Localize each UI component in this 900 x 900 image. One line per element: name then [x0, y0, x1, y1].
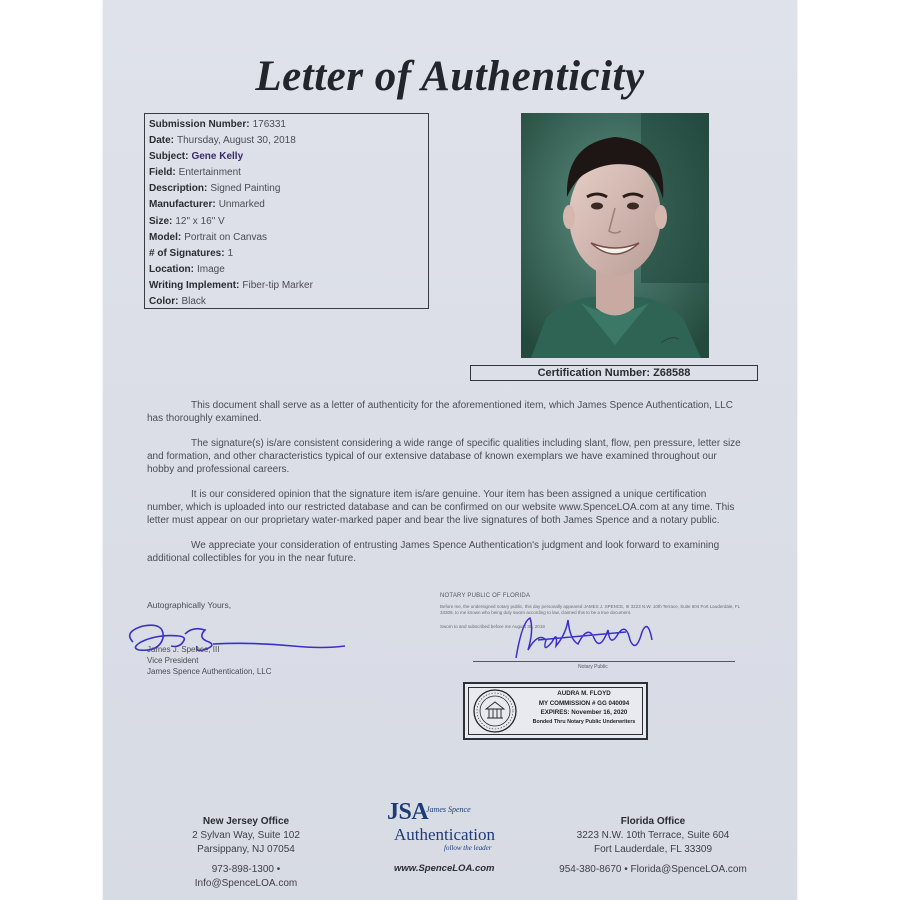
info-row-field	[149, 165, 424, 181]
info-value: Image	[197, 263, 225, 275]
signer-name: James J. Spence, III	[147, 645, 220, 654]
info-value: 176331	[252, 119, 286, 130]
info-key: Subject:	[149, 151, 189, 163]
info-value: Thursday, August 30, 2018	[177, 135, 296, 147]
info-value: Gene Kelly	[191, 151, 244, 163]
stamp-line: AUDRA M. FLOYD	[557, 690, 611, 697]
notary-signature-line	[473, 661, 735, 662]
info-key: Field:	[149, 167, 176, 179]
info-value: Portrait on Canvas	[184, 231, 268, 243]
stamp-line: Bonded Thru Notary Public Underwriters	[532, 718, 636, 725]
logo-tagline: follow the leader	[444, 844, 492, 852]
info-key: # of Signatures:	[149, 247, 225, 259]
logo-word: Authentication	[394, 825, 496, 844]
paragraph: We appreciate your consideration of entrusting James Spence Authentication's judgment and look forward to examining additional collectibles for you in the near future.	[147, 540, 720, 564]
signer-title: Vice President	[147, 656, 199, 665]
closing-text: Autographically Yours,	[147, 600, 232, 610]
stamp-line: MY COMMISSION # GG 040094	[538, 699, 630, 707]
info-row-description	[149, 181, 424, 197]
info-value: 1	[227, 247, 234, 259]
office-address: Fort Lauderdale, FL 33309	[593, 844, 713, 855]
stamp-text	[525, 689, 643, 727]
notary-label: Notary Public	[578, 664, 608, 670]
stamp-line: EXPIRES: November 16, 2020	[540, 709, 628, 717]
notary-seal-icon	[472, 688, 518, 734]
info-value: Black	[181, 296, 206, 308]
office-heading: Florida Office	[620, 816, 686, 827]
new-jersey-office	[163, 815, 329, 891]
item-photo	[521, 113, 709, 358]
office-address: 3223 N.W. 10th Terrace, Suite 604	[576, 830, 730, 841]
info-row-date	[149, 133, 424, 149]
letter-page	[103, 0, 797, 900]
item-details-box	[144, 113, 429, 309]
notary-date-line: Sworn to and subscribed before me August 30, 2018	[440, 624, 545, 629]
info-row-manufacturer	[149, 197, 424, 213]
paragraph: It is our considered opinion that the signature item is/are genuine. Your item has been assigned a unique certification number, which is uploaded into our restricted database and can be confirmed on our website www.SpenceLOA.com at any time. This letter must appear on our proprietary water-marked paper and bear the live signatures of both James Spence and a notary public.	[147, 489, 735, 526]
office-contact: 973-898-1300 • Info@SpenceLOA.com	[194, 864, 298, 889]
notary-heading: NOTARY PUBLIC OF FLORIDA	[440, 593, 531, 599]
signer-block	[147, 644, 272, 677]
info-value: Entertainment	[178, 167, 241, 179]
jsa-logo	[380, 797, 520, 877]
logo-small-text: James Spence	[426, 805, 471, 814]
info-row-signatures	[149, 246, 424, 262]
info-key: Model:	[149, 231, 182, 243]
signer-company: James Spence Authentication, LLC	[147, 667, 272, 676]
info-key: Location:	[149, 263, 194, 275]
notary-statement: Before me, the undersigned notary public, this day personally appeared JAMES J. SPENCE, III 3223 N.W. 10th Terrace, Suite 604 Fort Lauderdale, FL 33309, to me known who being duly sworn according to law, claimed this to be a true document.	[440, 604, 740, 615]
page-title: Letter of Authenticity	[255, 53, 645, 100]
office-address: Parsippany, NJ 07054	[197, 844, 295, 855]
notary-signature	[508, 610, 668, 666]
info-key: Date:	[149, 135, 175, 147]
info-key: Color:	[149, 296, 179, 308]
info-value: Signed Painting	[210, 183, 281, 195]
paragraph: This document shall serve as a letter of authenticity for the aforementioned item, which James Spence Authentication, LLC has thoroughly examined.	[147, 400, 733, 424]
info-row-writing-implement	[149, 278, 424, 294]
info-row-subject	[149, 149, 424, 165]
info-value: 12" x 16" V	[175, 215, 225, 227]
info-row-location	[149, 262, 424, 278]
info-row-model	[149, 230, 424, 246]
info-row-size	[149, 214, 424, 230]
paragraph: The signature(s) is/are consistent considering a wide range of specific qualities including slant, flow, pen pressure, letter size and formation, and other characteristics typical of our extensive database of known exemplars we have examined throughout our hobby and professional careers.	[147, 438, 741, 475]
letter-body	[147, 399, 743, 577]
notary-stamp	[463, 682, 648, 740]
info-value: Unmarked	[218, 199, 265, 211]
info-value: Fiber-tip Marker	[242, 279, 313, 291]
info-row-color	[149, 294, 424, 310]
info-key: Size:	[149, 215, 173, 227]
florida-office	[553, 815, 753, 877]
office-contact: 954-380-8670 • Florida@SpenceLOA.com	[559, 864, 747, 875]
website-link[interactable]: www.SpenceLOA.com	[394, 863, 495, 874]
certification-number: Certification Number: Z68588	[470, 365, 758, 381]
info-key: Description:	[149, 183, 208, 195]
info-key: Writing Implement:	[149, 279, 240, 291]
office-address: 2 Sylvan Way, Suite 102	[192, 830, 300, 841]
info-key: Manufacturer:	[149, 199, 216, 211]
office-heading: New Jersey Office	[202, 816, 290, 827]
info-key: Submission Number:	[149, 119, 250, 130]
info-row-submission	[149, 117, 424, 133]
portrait-image	[521, 113, 709, 358]
logo-letters: JSA	[387, 799, 429, 825]
